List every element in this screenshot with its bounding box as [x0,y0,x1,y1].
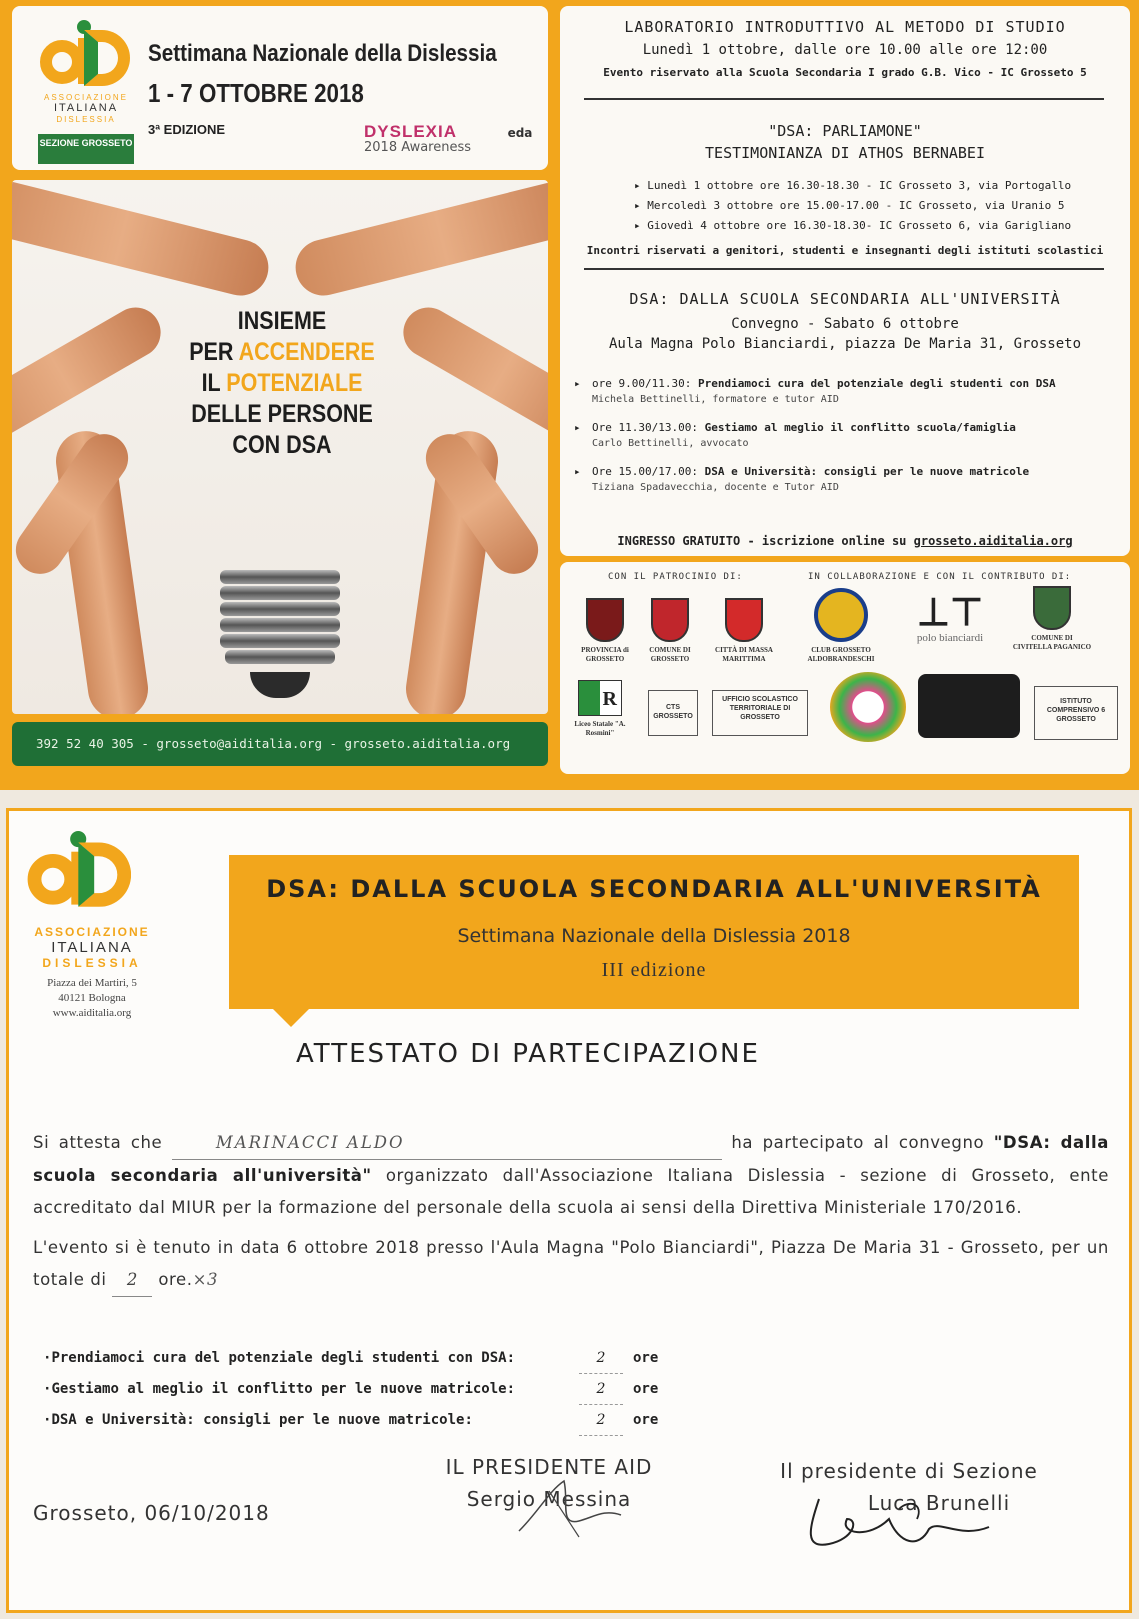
conf-speaker: Tiziana Spadavecchia, docente e Tutor AID [592,482,839,493]
lions-icon [814,588,868,642]
lab-section [560,18,1130,79]
conf-topic: Gestiamo al meglio il conflitto scuola/famiglia [704,421,1016,434]
conf-title: DSA: DALLA SCUOLA SECONDARIA ALL'UNIVERSITÀ [629,290,1061,308]
massa-label: CITTÀ DI MASSA MARITTIMA [715,646,773,663]
patrocinio-heading: CON IL PATROCINIO DI: [608,572,743,582]
conf-section [560,290,1130,352]
dyslexia-logo-sub: 2018 Awareness [364,140,472,155]
lab-note: Evento riservato alla Scuola Secondaria I grado G.B. Vico - IC Grosseto 5 [603,66,1087,79]
cert-paragraph1 [33,1127,1109,1224]
dyslexia-awareness-logo [364,122,494,162]
program-card [560,6,1130,556]
p1-rest: organizzato dall'Associazione Italiana Dislessia - sezione di Grosseto, ente accreditato dal MIUR per la formazione del personale della scuola ai sensi della Direttiva Ministeriale 170/2016. [33,1166,1109,1217]
president-signature-scribble [509,1471,629,1541]
conf-speaker: Carlo Bettinelli, avvocato [592,438,749,449]
hand-shape [290,180,548,301]
sezione-badge: SEZIONE GROSSETO [38,134,134,164]
shield-icon [1033,586,1071,630]
banner-subtitle: Settimana Nazionale della Dislessia 2018 [457,925,851,947]
liceo-label: Liceo Statale "A. Rosmini" [574,720,626,737]
conf-time: Ore 15.00/17.00: [592,465,698,478]
flyer-header-card [12,6,548,170]
assoc-line2: ITALIANA [51,939,133,956]
comprensivo-logo-icon [918,674,1020,738]
comune-label: COMUNE DI GROSSETO [649,646,691,663]
flyer-assoc-name [30,92,142,125]
talk-section [560,122,1130,162]
p2-handmark: ×3 [192,1270,219,1289]
certificate [6,808,1132,1613]
sessions-list [43,1343,658,1436]
president-name: Sergio Messina [466,1487,632,1511]
civitella-label: COMUNE DI CIVITELLA PAGANICO [1012,634,1092,651]
ingresso-line [560,534,1130,548]
address-line3: www.aiditalia.org [52,1007,132,1019]
talk-note: Incontri riservati a genitori, studenti e insegnanti degli istituti scolastici [586,244,1104,257]
hand-shape [394,298,548,451]
president-title: IL PRESIDENTE AID [445,1455,653,1479]
conf-when: Convegno - Sabato 6 ottobre [731,316,959,332]
section-president-title: Il presidente di Sezione [780,1459,1038,1483]
session-unit: ore [633,1350,659,1366]
list-item [574,420,1119,452]
assoc-line3: DISLESSIA [56,115,116,124]
ufficio-logo: UFFICIO SCOLASTICO TERRITORIALE DI GROSSETO [712,690,808,736]
assoc-line3: DISLESSIA [42,956,142,970]
address-line1: Piazza dei Martiri, 5 [47,977,137,989]
p1-intro: Si attesta che [33,1133,163,1152]
session-unit: ore [633,1381,659,1397]
session-hours: 2 [579,1374,623,1405]
address-line2: 40121 Bologna [58,992,126,1004]
tree-logo-icon [830,672,906,742]
hands-bulb-photo [12,180,548,714]
liceo-logo [568,680,632,738]
conf-list [574,376,1119,508]
conf-where: Aula Magna Polo Bianciardi, piazza De Maria 31, Grosseto [608,336,1081,352]
flyer-slogan [179,306,385,461]
cert-address [17,976,167,1021]
p1-title: "DSA: dalla scuola secondaria all'università" [33,1133,1109,1185]
session-label: · Gestiamo al meglio il conflitto per le nuove matricole: [43,1374,579,1405]
session-row [43,1343,658,1374]
talk-list [634,176,1071,236]
aid-logo-icon [28,831,157,932]
collab-heading: IN COLLABORAZIONE E CON IL CONTRIBUTO DI: [808,572,1072,582]
cert-paragraph2 [33,1232,1109,1297]
cert-banner [229,855,1079,1009]
list-item [574,464,1119,496]
liceo-icon: R [578,680,622,716]
conf-topic: DSA e Università: consigli per le nuove matricole [704,465,1030,478]
place-date: Grosseto, 06/10/2018 [33,1501,270,1525]
divider [584,268,1104,270]
dyslexia-logo-text: DYSLEXIA [364,122,458,141]
slogan-line5: CON DSA [232,431,332,459]
ingresso-link[interactable]: grosseto.aiditalia.org [913,534,1073,548]
p2-ore: ore. [158,1270,193,1289]
section-signature-scribble [799,1489,999,1559]
list-item [574,376,1119,408]
cert-assoc-name [17,925,167,970]
divider [584,98,1104,100]
session-hours: 2 [579,1405,623,1436]
flyer-title: Settimana Nazionale della Dislessia [148,40,497,67]
shield-icon [725,598,763,642]
slogan-line3-pre: IL [201,369,227,397]
p1-participated: ha partecipato al convegno [731,1133,985,1152]
session-label: · DSA e Università: consigli per le nuove matricole: [43,1405,579,1436]
polo-icon: ⊥⊤ [916,592,984,634]
eda-logo: eda [507,126,533,140]
list-item: ▸ Mercoledì 3 ottobre ore 15.00-17.00 - IC Grosseto, via Uranio 5 [634,196,1071,216]
session-hours: 2 [579,1343,623,1374]
shield-icon [586,598,624,642]
cert-sidebar [17,831,167,1021]
lions-logo [800,588,882,664]
slogan-line1: INSIEME [237,307,327,335]
flyer [0,0,1139,790]
cts-logo: CTS GROSSETO [648,690,698,736]
slogan-line2-hl: ACCENDERE [238,338,375,366]
polo-logo [910,592,990,643]
shield-icon [651,598,689,642]
hand-shape [12,298,170,451]
hand-shape [12,180,274,301]
conf-speaker: Michela Bettinelli, formatore e tutor AID [592,394,839,405]
assoc-line1: ASSOCIAZIONE [34,925,150,939]
contact-bar: 392 52 40 305 - grosseto@aiditalia.org - grosseto.aiditalia.org [12,722,548,766]
slogan-line2-pre: PER [189,338,239,366]
slogan-line4: DELLE PERSONE [191,400,373,428]
lab-when: Lunedì 1 ottobre, dalle ore 10.00 alle ore 12:00 [642,42,1048,58]
participant-name: MARINACCI ALDO [172,1127,722,1160]
bulb-base-icon [220,570,340,700]
banner-title: DSA: DALLA SCUOLA SECONDARIA ALL'UNIVERSITÀ [266,875,1042,903]
ingresso-text: INGRESSO GRATUITO - iscrizione online su [617,534,907,548]
conf-time: Ore 11.30/13.00: [592,421,698,434]
session-row [43,1405,658,1436]
slogan-line3 [179,368,385,399]
session-label: · Prendiamoci cura del potenziale degli studenti con DSA: [43,1343,579,1374]
lab-title: LABORATORIO INTRODUTTIVO AL METODO DI STUDIO [624,18,1066,36]
talk-title2: TESTIMONIANZA DI ATHOS BERNABEI [705,144,985,162]
total-hours: 2 [112,1264,152,1297]
aid-logo-icon [40,20,132,90]
sponsor-card [560,562,1130,774]
slogan-line3-hl: POTENZIALE [226,369,363,397]
cert-heading: ATTESTATO DI PARTECIPAZIONE [296,1039,760,1069]
polo-label: polo bianciardi [916,632,984,644]
provincia-logo [574,598,636,664]
assoc-line1: ASSOCIAZIONE [43,93,128,102]
civitella-logo [1012,586,1092,652]
section-president-name: Luca Brunelli [867,1491,1011,1515]
p2-text: L'evento si è tenuto in data 6 ottobre 2018 presso l'Aula Magna "Polo Bianciardi", Piazza De Maria 31 - Grosseto, per un totale di [33,1238,1109,1289]
list-item: ▸ Lunedì 1 ottobre ore 16.30-18.30 - IC Grosseto 3, via Portogallo [634,176,1071,196]
conf-time: ore 9.00/11.30: [592,377,692,390]
session-row [43,1374,658,1405]
flyer-edition: 3ª EDIZIONE [148,122,226,137]
talk-title1: "DSA: PARLIAMONE" [768,122,922,140]
flyer-dates: 1 - 7 OTTOBRE 2018 [148,78,364,108]
provincia-label: PROVINCIA di GROSSETO [581,646,629,663]
massa-logo [704,598,784,664]
session-unit: ore [633,1412,659,1428]
lions-label: CLUB GROSSETO ALDOBRANDESCHI [807,646,875,663]
list-item: ▸ Giovedì 4 ottobre ore 16.30-18.30- IC Grosseto 6, via Garigliano [634,216,1071,236]
comune-logo [640,598,700,664]
istituto-logo: ISTITUTO COMPRENSIVO 6 GROSSETO [1034,686,1118,740]
banner-edition: III edizione [601,959,707,981]
conf-topic: Prendiamoci cura del potenziale degli studenti con DSA [697,377,1056,390]
slogan-line2 [179,337,385,368]
cert-body [33,1127,1109,1305]
assoc-line2: ITALIANA [53,102,119,114]
